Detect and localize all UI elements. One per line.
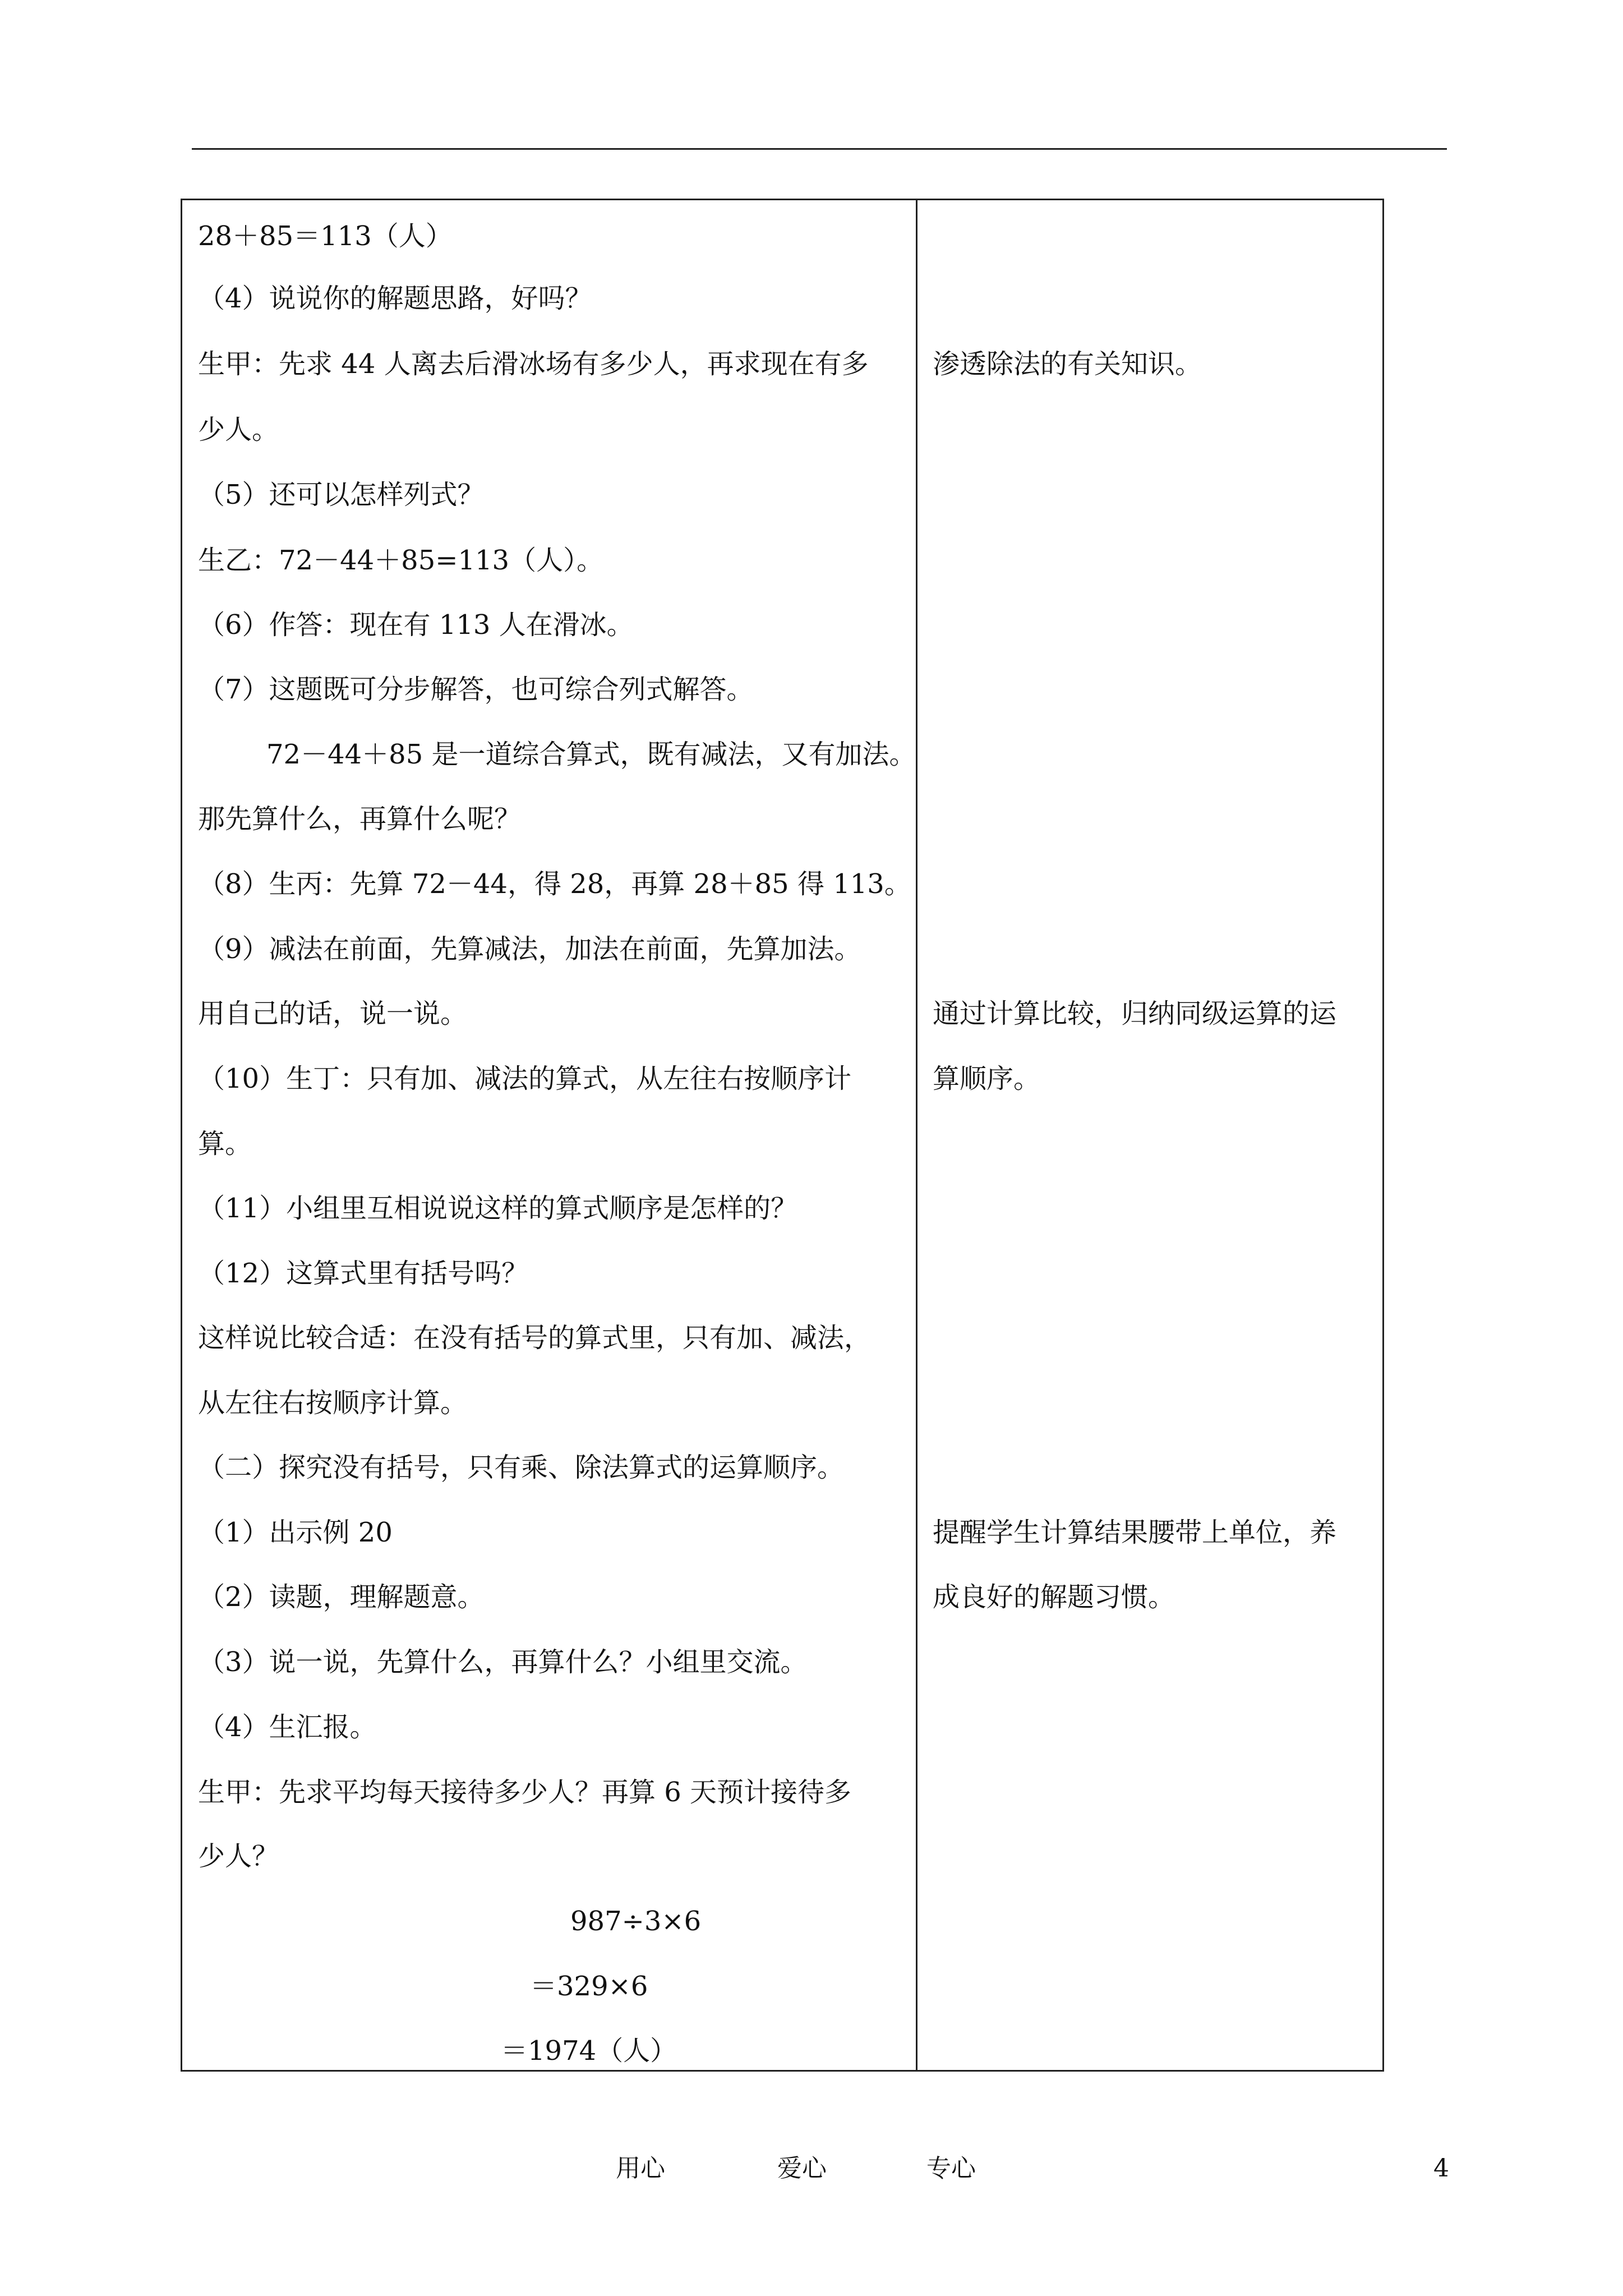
equation-line: 987÷3×6 [570,1906,702,1937]
text-line: （8）生丙：先算 72－44，得 28，再算 28＋85 得 113。 [198,868,911,900]
text-line: （6）作答：现在有 113 人在滑冰。 [198,609,634,641]
note-line: 算顺序。 [933,1063,1041,1094]
text-line: 少人。 [198,414,279,445]
note-line: 渗透除法的有关知识。 [933,348,1202,380]
footer-word: 用心 [616,2154,665,2183]
text-line: 用自己的话，说一说。 [198,998,468,1029]
text-line: （9）减法在前面，先算减法，加法在前面，先算加法。 [198,933,861,965]
footer-word: 爱心 [777,2154,827,2183]
footer-word: 专心 [926,2154,976,2183]
text-line: （11）小组里互相说说这样的算式顺序是怎样的？ [198,1193,798,1224]
text-line: 生甲：先求 44 人离去后滑冰场有多少人，再求现在有多 [198,348,869,380]
text-line: （5）还可以怎样列式？ [198,479,485,510]
text-line: 少人？ [198,1841,279,1872]
text-line: （12）这算式里有括号吗？ [198,1258,529,1289]
page-number: 4 [1433,2154,1449,2183]
text-line: （3）说一说，先算什么，再算什么？小组里交流。 [198,1646,808,1678]
equation-line: ＝329×6 [530,1971,648,2002]
text-line: 生乙：72－44＋85=113（人）。 [198,545,604,576]
text-line: 72－44＋85 是一道综合算式，既有减法，又有加法。 [266,739,916,770]
column-divider [916,200,917,2070]
text-line: （4）说说你的解题思路，好吗？ [198,283,592,314]
text-line: 那先算什么，再算什么呢？ [198,803,522,835]
text-line: （2）读题，理解题意。 [198,1581,485,1613]
note-line: 通过计算比较，归纳同级运算的运 [933,998,1337,1029]
text-line: （1）出示例 20 [198,1517,393,1548]
header-rule [192,148,1447,150]
text-line: 算。 [198,1128,252,1159]
text-line: （4）生汇报。 [198,1711,377,1743]
equation-line: ＝1974（人） [501,2035,677,2067]
note-line: 成良好的解题习惯。 [933,1581,1175,1613]
text-line: 这样说比较合适：在没有括号的算式里，只有加、减法， [198,1322,872,1354]
text-line: 生甲：先求平均每天接待多少人？再算 6 天预计接待多 [198,1777,852,1808]
text-line: 从左往右按顺序计算。 [198,1387,468,1419]
text-line: （7）这题既可分步解答，也可综合列式解答。 [198,674,754,705]
text-line: （10）生丁：只有加、减法的算式，从左往右按顺序计 [198,1063,852,1094]
text-line: 28＋85＝113（人） [198,220,453,252]
lesson-table [181,199,1384,2072]
note-line: 提醒学生计算结果腰带上单位，养 [933,1517,1337,1548]
text-line: （二）探究没有括号，只有乘、除法算式的运算顺序。 [198,1452,845,1483]
